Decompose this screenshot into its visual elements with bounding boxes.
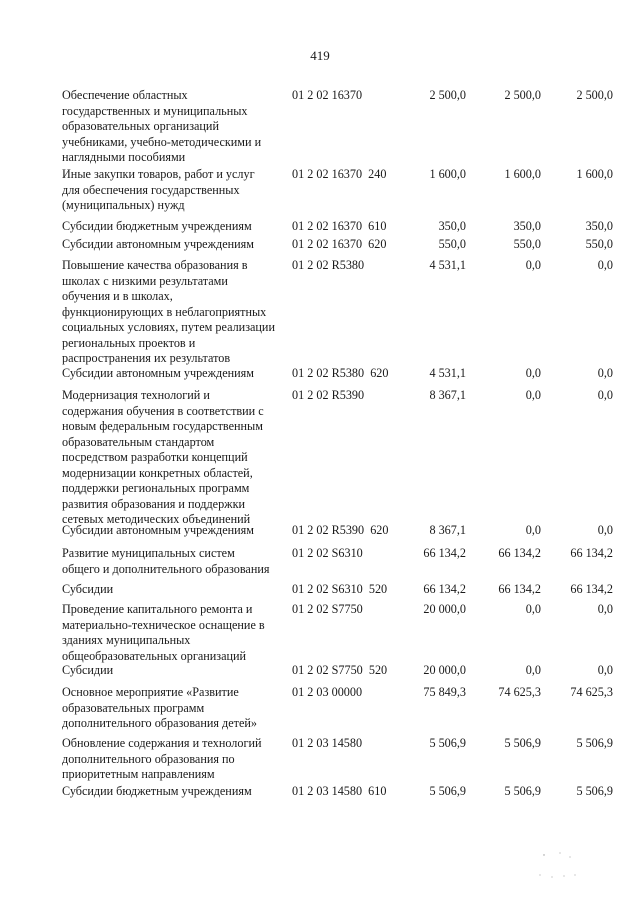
row-value-1: 75 849,3	[423, 685, 466, 699]
row-value-2: 0,0	[525, 366, 541, 380]
row-code: 01 2 02 S7750 520	[292, 663, 388, 677]
row-value-2: 1 600,0	[504, 167, 541, 181]
row-value-1: 8 367,1	[429, 388, 466, 402]
row-name: Субсидии бюджетным учреждениям	[62, 784, 252, 798]
row-code: 01 2 02 R5390	[292, 388, 365, 402]
row-code: 01 2 03 14580 610	[292, 784, 387, 798]
row-name: Субсидии	[62, 582, 114, 596]
row-value-3: 5 506,9	[576, 784, 613, 798]
row-value-3: 0,0	[597, 523, 613, 537]
row-name: Субсидии	[62, 663, 114, 677]
row-value-3: 66 134,2	[570, 546, 613, 560]
row-name: Модернизация технологий и содержания обучения в соответствии с новым федеральным государственным образовательным стандартом посредством разработки концепций модернизации конкретных областей, поддержки региональных программ развития образования и поддержки сетевых методических объединений	[62, 388, 264, 526]
row-value-2: 5 506,9	[504, 736, 541, 750]
row-code: 01 2 02 R5390 620	[292, 523, 389, 537]
row-value-3: 5 506,9	[576, 736, 613, 750]
row-name: Иные закупки товаров, работ и услуг для обеспечения государственных (муниципальных) нужд	[62, 167, 255, 212]
row-value-1: 66 134,2	[423, 546, 466, 560]
row-value-1: 350,0	[438, 219, 466, 233]
row-code: 01 2 03 14580	[292, 736, 363, 750]
row-code: 01 2 02 R5380	[292, 258, 365, 272]
row-value-2: 5 506,9	[504, 784, 541, 798]
row-value-3: 0,0	[597, 366, 613, 380]
row-value-2: 350,0	[513, 219, 541, 233]
row-value-2: 2 500,0	[504, 88, 541, 102]
row-value-3: 74 625,3	[570, 685, 613, 699]
row-value-2: 74 625,3	[498, 685, 541, 699]
row-name: Основное мероприятие «Развитие образовательных программ дополнительного образования детей»	[62, 685, 257, 730]
row-value-1: 550,0	[438, 237, 466, 251]
row-code: 01 2 02 R5380 620	[292, 366, 389, 380]
row-value-2: 0,0	[525, 663, 541, 677]
row-value-1: 20 000,0	[423, 602, 466, 616]
row-value-1: 20 000,0	[423, 663, 466, 677]
row-value-1: 8 367,1	[429, 523, 466, 537]
row-value-3: 550,0	[585, 237, 613, 251]
row-value-3: 350,0	[585, 219, 613, 233]
row-value-3: 0,0	[597, 388, 613, 402]
row-value-3: 0,0	[597, 663, 613, 677]
row-code: 01 2 02 S6310 520	[292, 582, 388, 596]
row-value-3: 1 600,0	[576, 167, 613, 181]
row-value-2: 0,0	[525, 523, 541, 537]
row-value-2: 0,0	[525, 258, 541, 272]
row-name: Обеспечение областных государственных и муниципальных образовательных организаций учебниками, учебно-методическими и наглядными пособиями	[62, 88, 262, 164]
row-value-1: 4 531,1	[429, 258, 466, 272]
page-number: 419	[310, 48, 330, 63]
row-value-1: 2 500,0	[429, 88, 466, 102]
row-name: Проведение капитального ремонта и материально-техническое оснащение в зданиях муниципальных общеобразовательных организаций	[62, 602, 265, 663]
row-code: 01 2 03 00000	[292, 685, 363, 699]
row-value-2: 0,0	[525, 388, 541, 402]
row-name: Обновление содержания и технологий дополнительного образования по приоритетным направлениям	[62, 736, 262, 781]
row-value-1: 66 134,2	[423, 582, 466, 596]
row-value-2: 0,0	[525, 602, 541, 616]
row-name: Субсидии автономным учреждениям	[62, 523, 254, 537]
row-code: 01 2 02 16370 610	[292, 219, 387, 233]
row-value-1: 4 531,1	[429, 366, 466, 380]
row-value-3: 0,0	[597, 602, 613, 616]
row-value-1: 1 600,0	[429, 167, 466, 181]
row-code: 01 2 02 S6310	[292, 546, 363, 560]
row-value-3: 0,0	[597, 258, 613, 272]
row-name: Субсидии бюджетным учреждениям	[62, 219, 252, 233]
row-code: 01 2 02 16370 620	[292, 237, 387, 251]
row-value-2: 550,0	[513, 237, 541, 251]
scan-specks	[530, 845, 590, 885]
row-code: 01 2 02 16370 240	[292, 167, 387, 181]
row-name: Субсидии автономным учреждениям	[62, 237, 254, 251]
row-value-3: 66 134,2	[570, 582, 613, 596]
row-value-2: 66 134,2	[498, 582, 541, 596]
row-code: 01 2 02 16370	[292, 88, 363, 102]
row-value-1: 5 506,9	[429, 784, 466, 798]
row-value-3: 2 500,0	[576, 88, 613, 102]
row-name: Субсидии автономным учреждениям	[62, 366, 254, 380]
row-name: Повышение качества образования в школах с низкими результатами обучения и в школах, функционирующих в неблагоприятных социальных условиях, путем реализации региональных проектов и распространения их результатов	[62, 258, 275, 365]
row-value-1: 5 506,9	[429, 736, 466, 750]
row-value-2: 66 134,2	[498, 546, 541, 560]
row-code: 01 2 02 S7750	[292, 602, 363, 616]
row-name: Развитие муниципальных систем общего и дополнительного образования	[62, 546, 270, 576]
